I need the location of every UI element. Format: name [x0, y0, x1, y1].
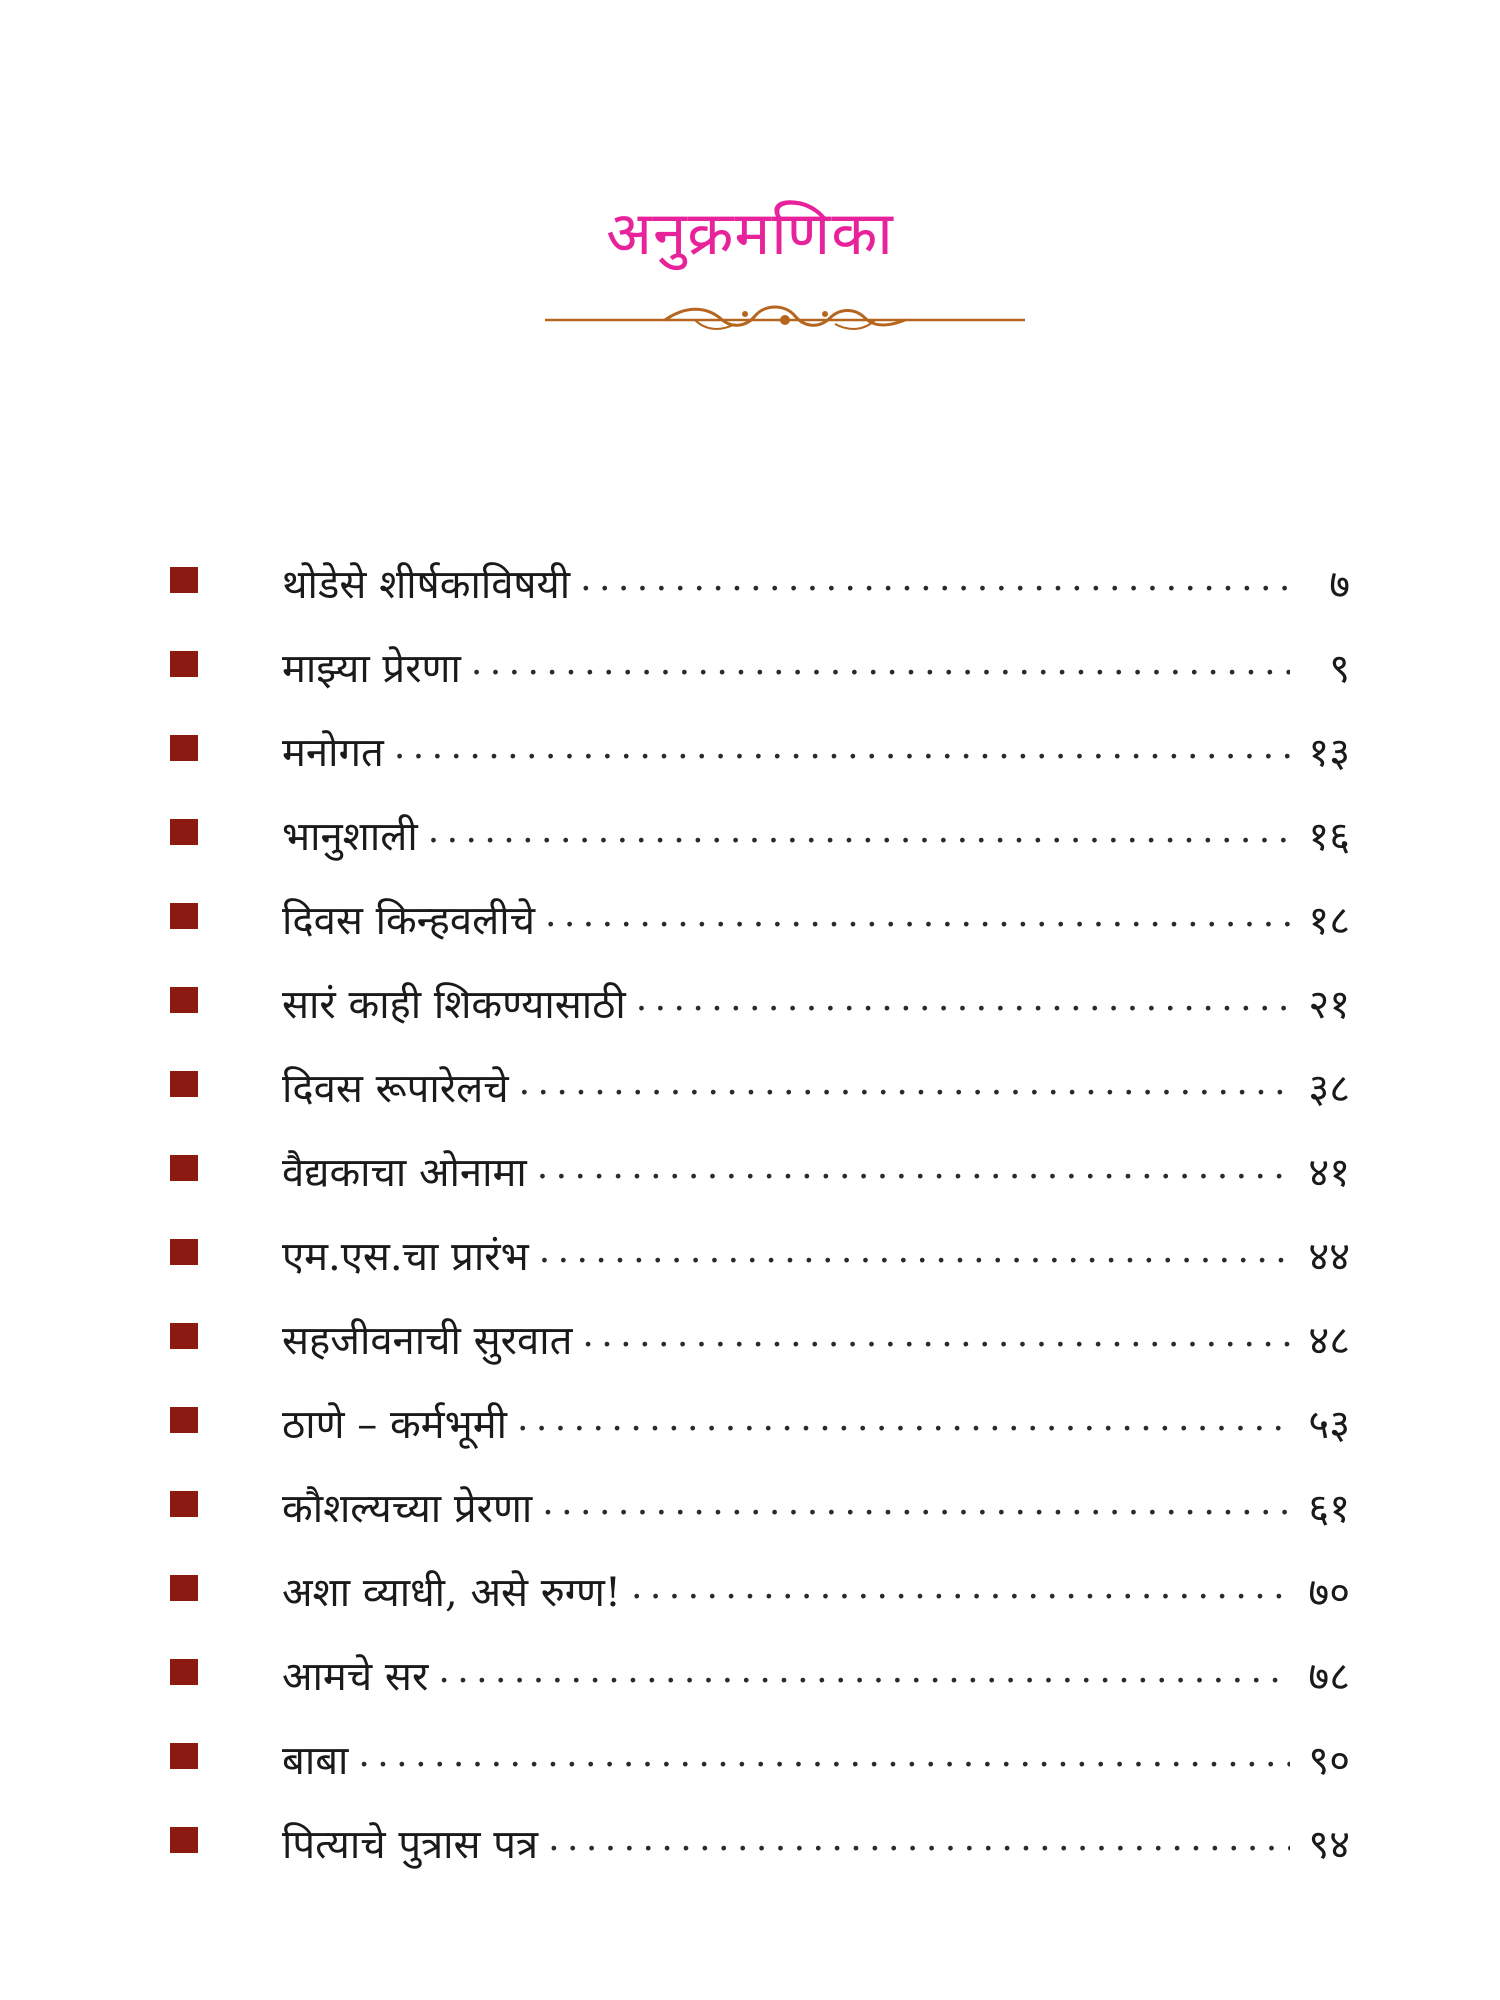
- square-bullet-icon: [170, 1575, 198, 1601]
- toc-entry-line: [282, 1647, 1350, 1702]
- toc-entry: [170, 1464, 1350, 1548]
- toc-entry-page-number: ४४: [1308, 1233, 1350, 1280]
- toc-entry-line: [282, 891, 1350, 946]
- dot-leader: [631, 1566, 1290, 1606]
- toc-entry-page-number: ४१: [1308, 1149, 1350, 1196]
- toc-entry-page-number: ४८: [1308, 1317, 1350, 1364]
- toc-entry-line: [282, 1311, 1350, 1366]
- ornament-divider: [545, 300, 1025, 340]
- toc-entry: [170, 1716, 1350, 1800]
- dot-leader: [548, 1818, 1290, 1858]
- toc-entry: [170, 1212, 1350, 1296]
- toc-entry-title: ठाणे – कर्मभूमी: [282, 1401, 507, 1448]
- toc-entry-line: [282, 1563, 1350, 1618]
- dot-leader: [428, 810, 1290, 850]
- toc-entry-title: एम.एस.चा प्रारंभ: [282, 1233, 529, 1280]
- square-bullet-icon: [170, 1323, 198, 1349]
- toc-entry-line: [282, 639, 1350, 694]
- toc-entry-page-number: १८: [1308, 897, 1350, 944]
- toc-entry-line: [282, 1395, 1350, 1450]
- toc-entry-title: वैद्यकाचा ओनामा: [282, 1149, 527, 1196]
- square-bullet-icon: [170, 987, 198, 1013]
- square-bullet-icon: [170, 1071, 198, 1097]
- toc-entry-line: [282, 555, 1350, 610]
- toc-entry-line: [282, 1479, 1350, 1534]
- square-bullet-icon: [170, 903, 198, 929]
- dot-leader: [537, 1146, 1290, 1186]
- dot-leader: [539, 1230, 1290, 1270]
- square-bullet-icon: [170, 1155, 198, 1181]
- toc-entry: [170, 960, 1350, 1044]
- toc-entry-title: अशा व्याधी, असे रुग्ण!: [282, 1569, 621, 1616]
- square-bullet-icon: [170, 1659, 198, 1685]
- toc-entry: [170, 1548, 1350, 1632]
- toc-list: [170, 540, 1350, 1884]
- dot-leader: [542, 1482, 1290, 1522]
- toc-entry: [170, 1632, 1350, 1716]
- toc-entry-page-number: ९०: [1308, 1737, 1350, 1784]
- page-title: अनुक्रमणिका: [606, 199, 894, 269]
- square-bullet-icon: [170, 819, 198, 845]
- square-bullet-icon: [170, 1743, 198, 1769]
- dot-leader: [545, 894, 1290, 934]
- toc-entry-title: सारं काही शिकण्यासाठी: [282, 981, 626, 1028]
- dot-leader: [471, 642, 1290, 682]
- toc-entry-page-number: १३: [1308, 729, 1350, 776]
- toc-entry-title: भानुशाली: [282, 813, 418, 860]
- toc-entry-page-number: ९४: [1308, 1821, 1350, 1868]
- square-bullet-icon: [170, 567, 198, 593]
- toc-entry: [170, 1044, 1350, 1128]
- square-bullet-icon: [170, 1407, 198, 1433]
- square-bullet-icon: [170, 1827, 198, 1853]
- toc-entry: [170, 1380, 1350, 1464]
- toc-entry-page-number: ९: [1329, 645, 1350, 692]
- square-bullet-icon: [170, 1239, 198, 1265]
- toc-entry-title: सहजीवनाची सुरवात: [282, 1317, 573, 1364]
- toc-entry-page-number: ७८: [1308, 1653, 1350, 1700]
- toc-entry-page-number: ५३: [1308, 1401, 1350, 1448]
- dot-leader: [394, 726, 1290, 766]
- square-bullet-icon: [170, 1491, 198, 1517]
- toc-entry: [170, 1800, 1350, 1884]
- dot-leader: [582, 1314, 1290, 1354]
- toc-entry: [170, 1296, 1350, 1380]
- toc-entry: [170, 1128, 1350, 1212]
- toc-entry-line: [282, 807, 1350, 862]
- toc-entry-page-number: ७: [1329, 561, 1350, 608]
- toc-entry: [170, 540, 1350, 624]
- toc-entry-line: [282, 1059, 1350, 1114]
- dot-leader: [636, 978, 1290, 1018]
- toc-entry-line: [282, 1731, 1350, 1786]
- toc-entry-title: माझ्या प्रेरणा: [282, 645, 461, 692]
- square-bullet-icon: [170, 651, 198, 677]
- toc-entry-title: आमचे सर: [282, 1653, 429, 1700]
- dot-leader: [438, 1650, 1290, 1690]
- toc-entry-title: दिवस किन्हवलीचे: [282, 897, 535, 944]
- toc-entry-page-number: ३८: [1308, 1065, 1350, 1112]
- toc-entry-page-number: १६: [1308, 813, 1350, 860]
- toc-entry-line: [282, 975, 1350, 1030]
- toc-entry: [170, 708, 1350, 792]
- toc-entry-page-number: ७०: [1308, 1569, 1350, 1616]
- toc-entry: [170, 624, 1350, 708]
- toc-entry: [170, 876, 1350, 960]
- toc-entry-title: मनोगत: [282, 729, 384, 776]
- toc-entry-title: बाबा: [282, 1737, 349, 1784]
- dot-leader: [358, 1734, 1290, 1774]
- toc-entry-title: कौशल्यच्या प्रेरणा: [282, 1485, 533, 1532]
- toc-entry: [170, 792, 1350, 876]
- dot-leader: [519, 1062, 1290, 1102]
- square-bullet-icon: [170, 735, 198, 761]
- toc-entry-line: [282, 1815, 1350, 1870]
- toc-entry-title: पित्याचे पुत्रास पत्र: [282, 1821, 539, 1868]
- toc-entry-line: [282, 1227, 1350, 1282]
- dot-leader: [517, 1398, 1290, 1438]
- toc-entry-line: [282, 1143, 1350, 1198]
- toc-entry-page-number: २१: [1308, 981, 1350, 1028]
- toc-entry-title: दिवस रूपारेलचे: [282, 1065, 509, 1112]
- toc-entry-title: थोडेसे शीर्षकाविषयी: [282, 561, 571, 608]
- toc-entry-line: [282, 723, 1350, 778]
- dot-leader: [580, 558, 1290, 598]
- toc-entry-page-number: ६१: [1308, 1485, 1350, 1532]
